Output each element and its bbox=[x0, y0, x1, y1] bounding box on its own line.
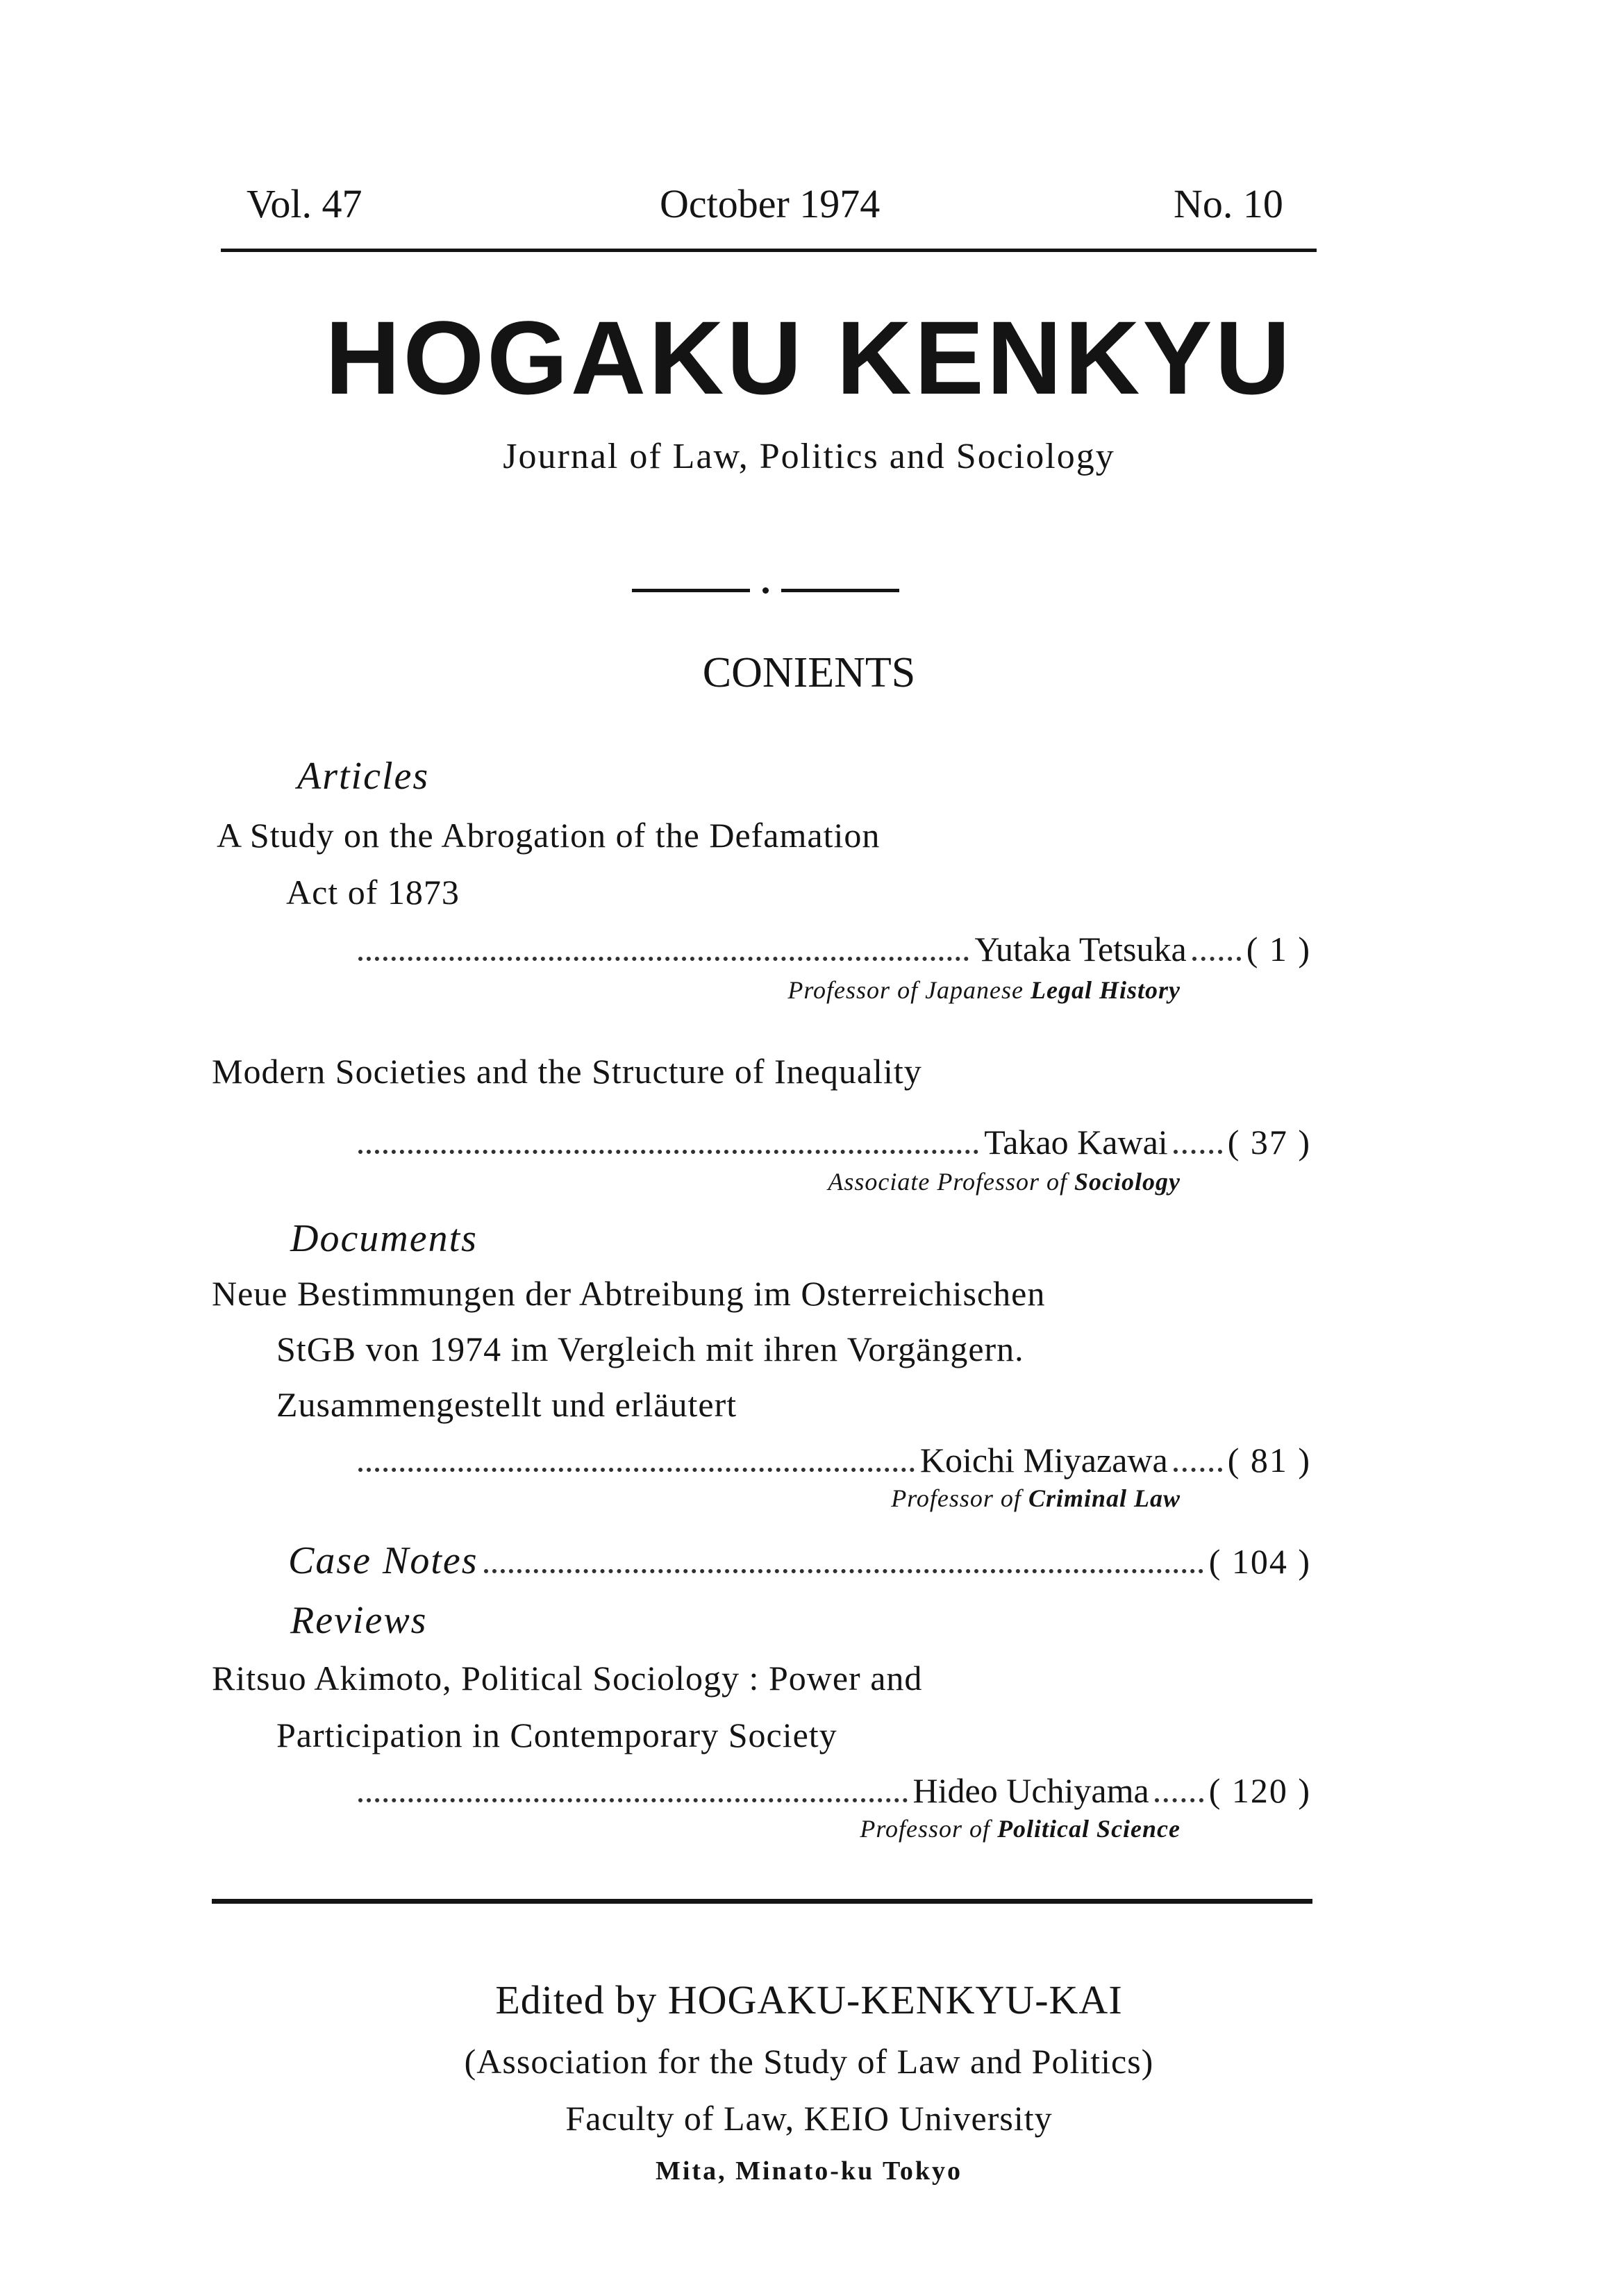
article2-author: Takao Kawai bbox=[984, 1123, 1168, 1162]
leader-dots bbox=[1174, 1149, 1222, 1154]
leader-dots bbox=[358, 1467, 915, 1472]
review1-title-line1: Ritsuo Akimoto, Political Sociology : Power and bbox=[212, 1659, 923, 1698]
footer-faculty: Faculty of Law, KEIO University bbox=[565, 2099, 1053, 2138]
footer-address: Mita, Minato-ku Tokyo bbox=[655, 2156, 963, 2186]
article2-affiliation-bold: Sociology bbox=[1074, 1168, 1181, 1196]
article2-entry-line bbox=[353, 1125, 1311, 1161]
article1-title-line1: A Study on the Abrogation of the Defamation bbox=[217, 816, 881, 855]
document1-title-line1: Neue Bestimmungen der Abtreibung im Osterreichischen bbox=[212, 1274, 1046, 1313]
article1-author: Yutaka Tetsuka bbox=[974, 930, 1187, 969]
journal-title: HOGAKU KENKYU bbox=[325, 299, 1293, 416]
leader-dots bbox=[358, 1149, 978, 1154]
article1-affiliation-plain: Professor of Japanese bbox=[787, 976, 1024, 1004]
footer-association: (Association for the Study of Law and Politics) bbox=[464, 2042, 1154, 2081]
issue-number: No. 10 bbox=[1174, 181, 1283, 226]
issue-date: October 1974 bbox=[660, 181, 881, 226]
section-articles: Articles bbox=[297, 755, 430, 798]
header-rule bbox=[221, 249, 1317, 252]
leader-dots bbox=[358, 956, 969, 961]
article2-page: ( 37 ) bbox=[1227, 1123, 1311, 1162]
leader-dots bbox=[1192, 956, 1241, 961]
leader-dots bbox=[358, 1798, 908, 1802]
review1-affiliation-plain: Professor of bbox=[860, 1815, 991, 1843]
section-documents: Documents bbox=[290, 1217, 478, 1260]
review1-title-line2: Participation in Contemporary Society bbox=[276, 1716, 837, 1754]
ornament-dot-icon bbox=[762, 587, 769, 594]
document1-affiliation-plain: Professor of bbox=[891, 1484, 1021, 1512]
section-case-notes: Case Notes bbox=[288, 1539, 478, 1582]
review1-author: Hideo Uchiyama bbox=[912, 1771, 1149, 1810]
review1-affiliation bbox=[625, 1816, 1181, 1841]
document1-entry-line bbox=[353, 1443, 1311, 1479]
article1-affiliation bbox=[625, 978, 1181, 1003]
ornament-rule-right bbox=[781, 589, 899, 592]
document1-affiliation bbox=[625, 1486, 1181, 1511]
contents-heading: CONIENTS bbox=[702, 649, 916, 696]
article1-page: ( 1 ) bbox=[1246, 930, 1311, 969]
leader-dots bbox=[1174, 1467, 1222, 1472]
article2-title-line1: Modern Societies and the Structure of Inequality bbox=[212, 1052, 922, 1091]
footer-rule bbox=[212, 1899, 1312, 1904]
footer-edited-by: Edited by HOGAKU-KENKYU-KAI bbox=[495, 1977, 1123, 2022]
document1-title-line3: Zusammengestellt und erläutert bbox=[276, 1385, 737, 1424]
case-notes-page: ( 104 ) bbox=[1208, 1542, 1311, 1581]
review1-entry-line bbox=[353, 1773, 1311, 1809]
journal-subtitle: Journal of Law, Politics and Sociology bbox=[503, 437, 1115, 476]
article1-title-line2: Act of 1873 bbox=[286, 873, 460, 912]
article1-entry-line bbox=[353, 932, 1311, 968]
document1-author: Koichi Miyazawa bbox=[919, 1441, 1168, 1480]
article1-affiliation-bold: Legal History bbox=[1031, 976, 1181, 1004]
document1-page: ( 81 ) bbox=[1227, 1441, 1311, 1480]
review1-affiliation-bold: Political Science bbox=[997, 1815, 1181, 1843]
ornament-rule-left bbox=[632, 589, 750, 592]
article2-affiliation bbox=[625, 1169, 1181, 1194]
document1-title-line2: StGB von 1974 im Vergleich mit ihren Vorgängern. bbox=[276, 1330, 1024, 1368]
article2-affiliation-plain: Associate Professor of bbox=[828, 1168, 1068, 1196]
leader-dots bbox=[1155, 1798, 1203, 1802]
case-notes-entry-line bbox=[288, 1541, 1311, 1580]
document1-affiliation-bold: Criminal Law bbox=[1028, 1484, 1181, 1512]
volume-label: Vol. 47 bbox=[247, 181, 362, 226]
review1-page: ( 120 ) bbox=[1208, 1771, 1311, 1810]
leader-dots bbox=[484, 1568, 1203, 1573]
section-reviews: Reviews bbox=[290, 1599, 428, 1642]
